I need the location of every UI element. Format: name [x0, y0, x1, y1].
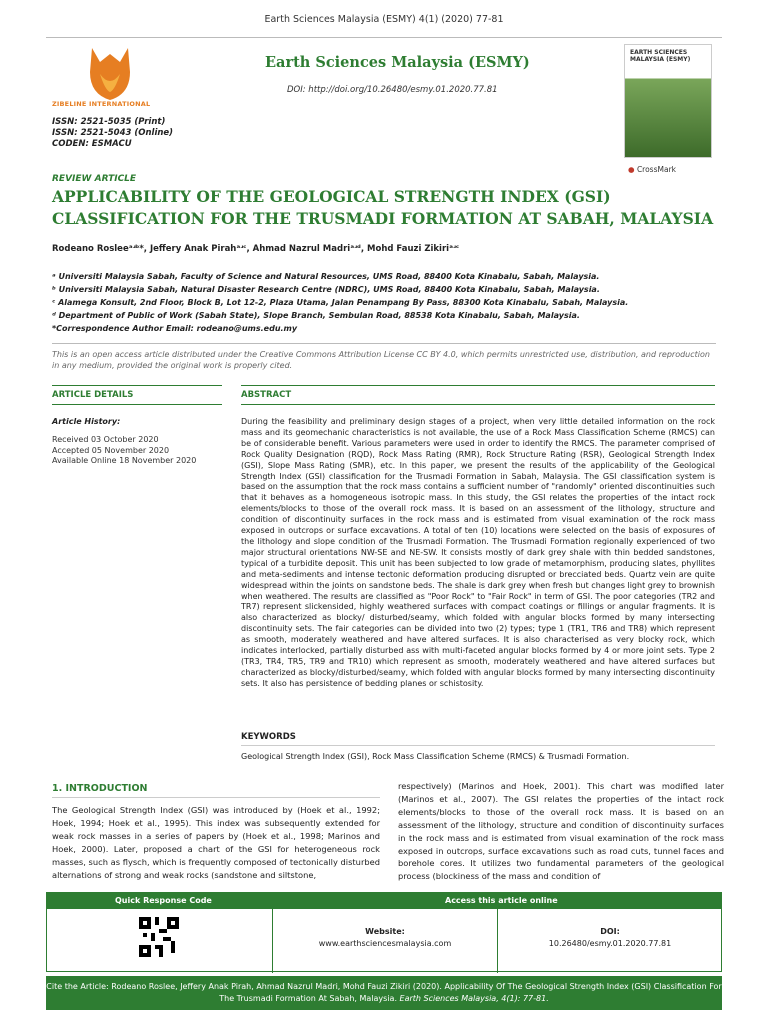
- details-rule-bottom: [52, 404, 222, 405]
- journal-cover: [624, 44, 712, 158]
- qr-code-icon[interactable]: [139, 917, 179, 957]
- doi-link[interactable]: DOI: http://doi.org/10.26480/esmy.01.2020.77.81: [287, 85, 498, 95]
- access-heading: Access this article online: [445, 896, 558, 905]
- affiliation-a: ᵃ Universiti Malaysia Sabah, Faculty of Science and Natural Resources, UMS Road, 88400 Kota Kinabalu, Sabah, Malaysia.: [52, 272, 600, 281]
- correspondence-email[interactable]: *Correspondence Author Email: rodeano@ums.edu.my: [52, 324, 298, 333]
- intro-column-left: The Geological Strength Index (GSI) was introduced by (Hoek et al., 1992; Hoek, 1994; Hoek et al., 1995). This index was subsequently extended for weak rock masses in a series of papers by (Hoek et al., 1998; Marinos and Hoek, 2000). Later, proposed a chart of the GSI for heterogeneous rock masses, such as flysch, which is frequently composed of tectonically disturbed alternations of strong and weak rocks (sandstone and siltstone,: [52, 805, 380, 880]
- abstract-text: During the feasibility and preliminary design stages of a project, when very little detailed information on the rock mass and its geomechanic characteristics is not available, the use of a Rock Mass Classification Scheme (RMCS) can be of considerable benefit. Various parameters were used in order to identify the RMCS. The parameter comprised of Rock Quality Designation (RQD), Rock Mass Rating (RMR), Rock Structure Rating (RSR), Geological Strength Index (GSI), Slope Mass Rating (SMR), etc. In this paper, we present the results of the applicability of the Geological Strength Index (GSI) classification for the Trusmadi Formation in Sabah, Malaysia. The GSI classification system is based on the assumption that the rock mass contains a sufficient number of "randomly" oriented discontinuities such that it behaves as a homogeneous isotropic mass. In this study, the GSI relates the properties of the intact rock elements/blocks to those of the overall rock mass. It is based on an assessment of the lithology, structure and condition of discontinuity surfaces in the rock mass and is estimated from visual examination of the rock mass exposed in outcrops or surface excavations. A total of ten (10) locations were selected on the basis of exposures of the lithology and slope condition of the Trusmadi Formation. The Trusmadi Formation regionally experienced of two major structural orientations NW-SE and NE-SW. It consists mostly of dark grey shale with thin bedded sandstones, typical of a turbidite deposit. This unit has been subjected to low grade of metamorphism, producing slates, phyllites and meta-sediments and intense tectonic deformation producing disrupted or brecciated beds. Quartz vein are quite widespread within the joints on sandstone beds. The shale is dark grey when fresh but changes light grey to brownish when weathered. The results are classified as "Poor Rock" to "Fair Rock" in term of GSI. The poor categories (TR2 and TR7) represent slickensided, highly weathered surfaces with compact coatings or fillings or angular fragments. It is also characterized as blocky/ disturbed/seamy, which folded with angular blocks formed by many intersecting discontinuity sets. The fair categories can be divided into two (2) types; type 1 (TR1, TR6 and TR8) which represent as smooth, moderately weathered and have altered surfaces. It is also characterised as very blocky rock, which indicates interlocked, partially disturbed ass with multi-faceted angular blocks formed by 4 or more joint sets. Type 2 (TR3, TR4, TR5, TR9 and TR10) which represent as smooth, moderately weathered and have altered surfaces but characterized as blocky/disturbed/seamy, which folded with angular blocks formed by many intersecting discontinuity sets. It also has persistence of bedding planes or schistosity.: [241, 417, 715, 688]
- keywords-heading: KEYWORDS: [241, 732, 296, 742]
- doi-label: DOI:: [600, 927, 620, 936]
- cover-title: EARTH SCIENCES MALAYSIA (ESMY): [630, 49, 691, 63]
- citation-bar: [46, 976, 722, 1010]
- accepted-date: Accepted 05 November 2020: [52, 445, 170, 455]
- intro-rule: [52, 797, 380, 798]
- publisher-logo-text: ZIBELINE INTERNATIONAL: [52, 100, 151, 108]
- affiliation-c: ᶜ Alamega Konsult, 2nd Floor, Block B, Lot 12-2, Plaza Utama, Jalan Penampang By Pass, 88300 Kota Kinabalu, Sabah, Malaysia.: [52, 298, 629, 307]
- issn-block: [52, 117, 173, 150]
- website-link[interactable]: www.earthsciencesmalaysia.com: [318, 939, 452, 948]
- intro-column-right: respectively) (Marinos and Hoek, 2001). This chart was modified later (Marinos et al., 2007). The GSI relates the properties of the intact rock elements/blocks to those of the overall rock mass. It is based on an assessment of the lithology, structure and condition of discontinuity surfaces in the rock mass and is estimated from visual examination of the rock mass exposed in outcrops, surface excavations such as road cuts, tunnel faces and borehole cores. It utilizes two fundamental parameters of the geological process (blockiness of the mass and condition of: [398, 781, 724, 882]
- fox-logo-icon: [60, 44, 160, 104]
- online-date: Available Online 18 November 2020: [52, 456, 197, 465]
- details-rule-top: [52, 385, 222, 386]
- abstract-rule-top: [241, 385, 715, 386]
- running-header: Earth Sciences Malaysia (ESMY) 4(1) (2020) 77-81: [264, 14, 504, 25]
- abstract-rule-bottom: [241, 404, 715, 405]
- citation-journal: Earth Sciences Malaysia, 4(1): 77-81.: [399, 994, 549, 1003]
- article-details-heading: ARTICLE DETAILS: [52, 390, 134, 400]
- citation-text: Cite the Article: Rodeano Roslee, Jeffery Anak Pirah, Ahmad Nazrul Madri, Mohd Fauzi Zikiri (2020). Applicability Of The Geological Strength Index (GSI) Classification For The Trusmadi Formation At Sabah, Malaysia.: [46, 982, 722, 1003]
- introduction-heading: 1. INTRODUCTION: [52, 783, 148, 794]
- received-date: Received 03 October 2020: [52, 435, 159, 444]
- author-list: Rodeano Rosleeᵃʴᵇ*, Jeffery Anak Pirahᵃʴᶜ, Ahmad Nazrul Madriᵃʴᵈ, Mohd Fauzi Zikiriᵃʴᶜ: [52, 244, 460, 254]
- doi-value[interactable]: 10.26480/esmy.01.2020.77.81: [548, 939, 672, 948]
- affiliations: [52, 270, 732, 335]
- header-rule: [46, 37, 722, 38]
- coden: CODEN: ESMACU: [52, 139, 132, 149]
- affiliation-d: ᵈ Department of Public of Work (Sabah State), Slope Branch, Sembulan Road, 88538 Kota Kinabalu, Sabah, Malaysia.: [52, 311, 580, 320]
- issn-online: ISSN: 2521-5043 (Online): [52, 128, 174, 138]
- abstract-heading: ABSTRACT: [241, 390, 292, 400]
- article-history: [52, 435, 196, 467]
- affiliation-b: ᵇ Universiti Malaysia Sabah, Natural Disaster Research Centre (NDRC), UMS Road, 88400 Kota Kinabalu, Sabah, Malaysia.: [52, 285, 600, 294]
- issn-print: ISSN: 2521-5035 (Print): [52, 117, 166, 127]
- website-label: Website:: [365, 927, 405, 936]
- qr-heading: Quick Response Code: [115, 896, 212, 905]
- license-notice: This is an open access article distributed under the Creative Commons Attribution License CC BY 4.0, which permits unrestricted use, distribution, and reproduction in any medium, provided the original work is properly cited.: [52, 350, 710, 370]
- access-info-table: [46, 892, 722, 972]
- journal-title: Earth Sciences Malaysia (ESMY): [265, 54, 530, 71]
- crossmark-badge[interactable]: [628, 165, 676, 174]
- keywords-rule: [241, 745, 715, 746]
- access-table-header: [47, 893, 721, 909]
- keywords-text: Geological Strength Index (GSI), Rock Mass Classification Scheme (RMCS) & Trusmadi Formation.: [241, 752, 630, 761]
- crossmark-icon: ●: [628, 165, 635, 174]
- history-label: Article History:: [52, 417, 121, 426]
- crossmark-label: CrossMark: [636, 165, 676, 174]
- article-title: APPLICABILITY OF THE GEOLOGICAL STRENGTH INDEX (GSI) CLASSIFICATION FOR THE TRUSMADI FORMATION AT SABAH, MALAYSIA: [52, 187, 714, 228]
- article-type: REVIEW ARTICLE: [52, 174, 137, 184]
- license-rule: [52, 343, 716, 344]
